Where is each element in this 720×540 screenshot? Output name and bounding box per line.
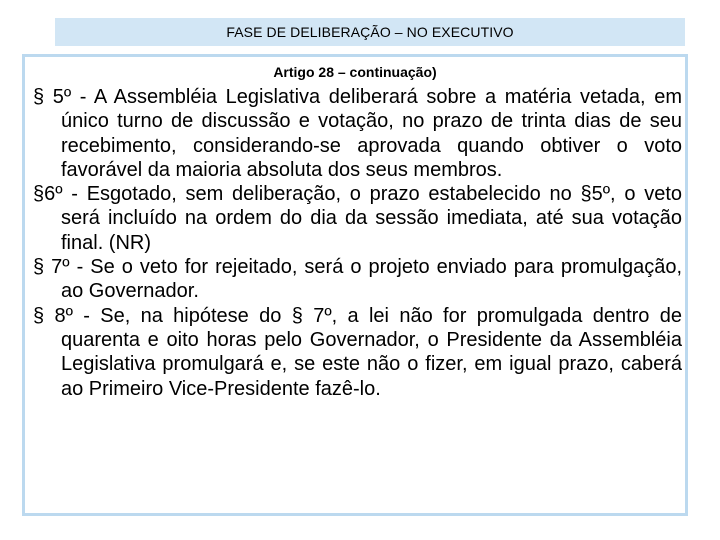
article-subtitle: Artigo 28 – continuação)	[273, 64, 437, 80]
slide-title-bar	[55, 18, 685, 46]
slide-title: FASE DE DELIBERAÇÃO – NO EXECUTIVO	[226, 24, 514, 40]
paragraph-5: § 5º - A Assembléia Legislativa deliberará sobre a matéria vetada, em único turno de discussão e votação, no prazo de trinta dias de seu recebimento, considerando-se aprovada quando obtiver o voto favorável da maioria absoluta dos seus membros.	[33, 86, 682, 181]
paragraph-8: § 8º - Se, na hipótese do § 7º, a lei não for promulgada dentro de quarenta e oito horas pelo Governador, o Presidente da Assembléia Legislativa promulgará e, se este não o fizer, em igual prazo, caberá ao Primeiro Vice-Presidente fazê-lo.	[33, 304, 682, 400]
content-panel	[22, 54, 688, 516]
article-body	[33, 85, 682, 401]
paragraph-6: §6º - Esgotado, sem deliberação, o prazo estabelecido no §5º, o veto será incluído na ordem do dia da sessão imediata, até sua votação final. (NR)	[33, 183, 682, 254]
paragraph-7: § 7º - Se o veto for rejeitado, será o projeto enviado para promulgação, ao Governador.	[33, 256, 682, 303]
